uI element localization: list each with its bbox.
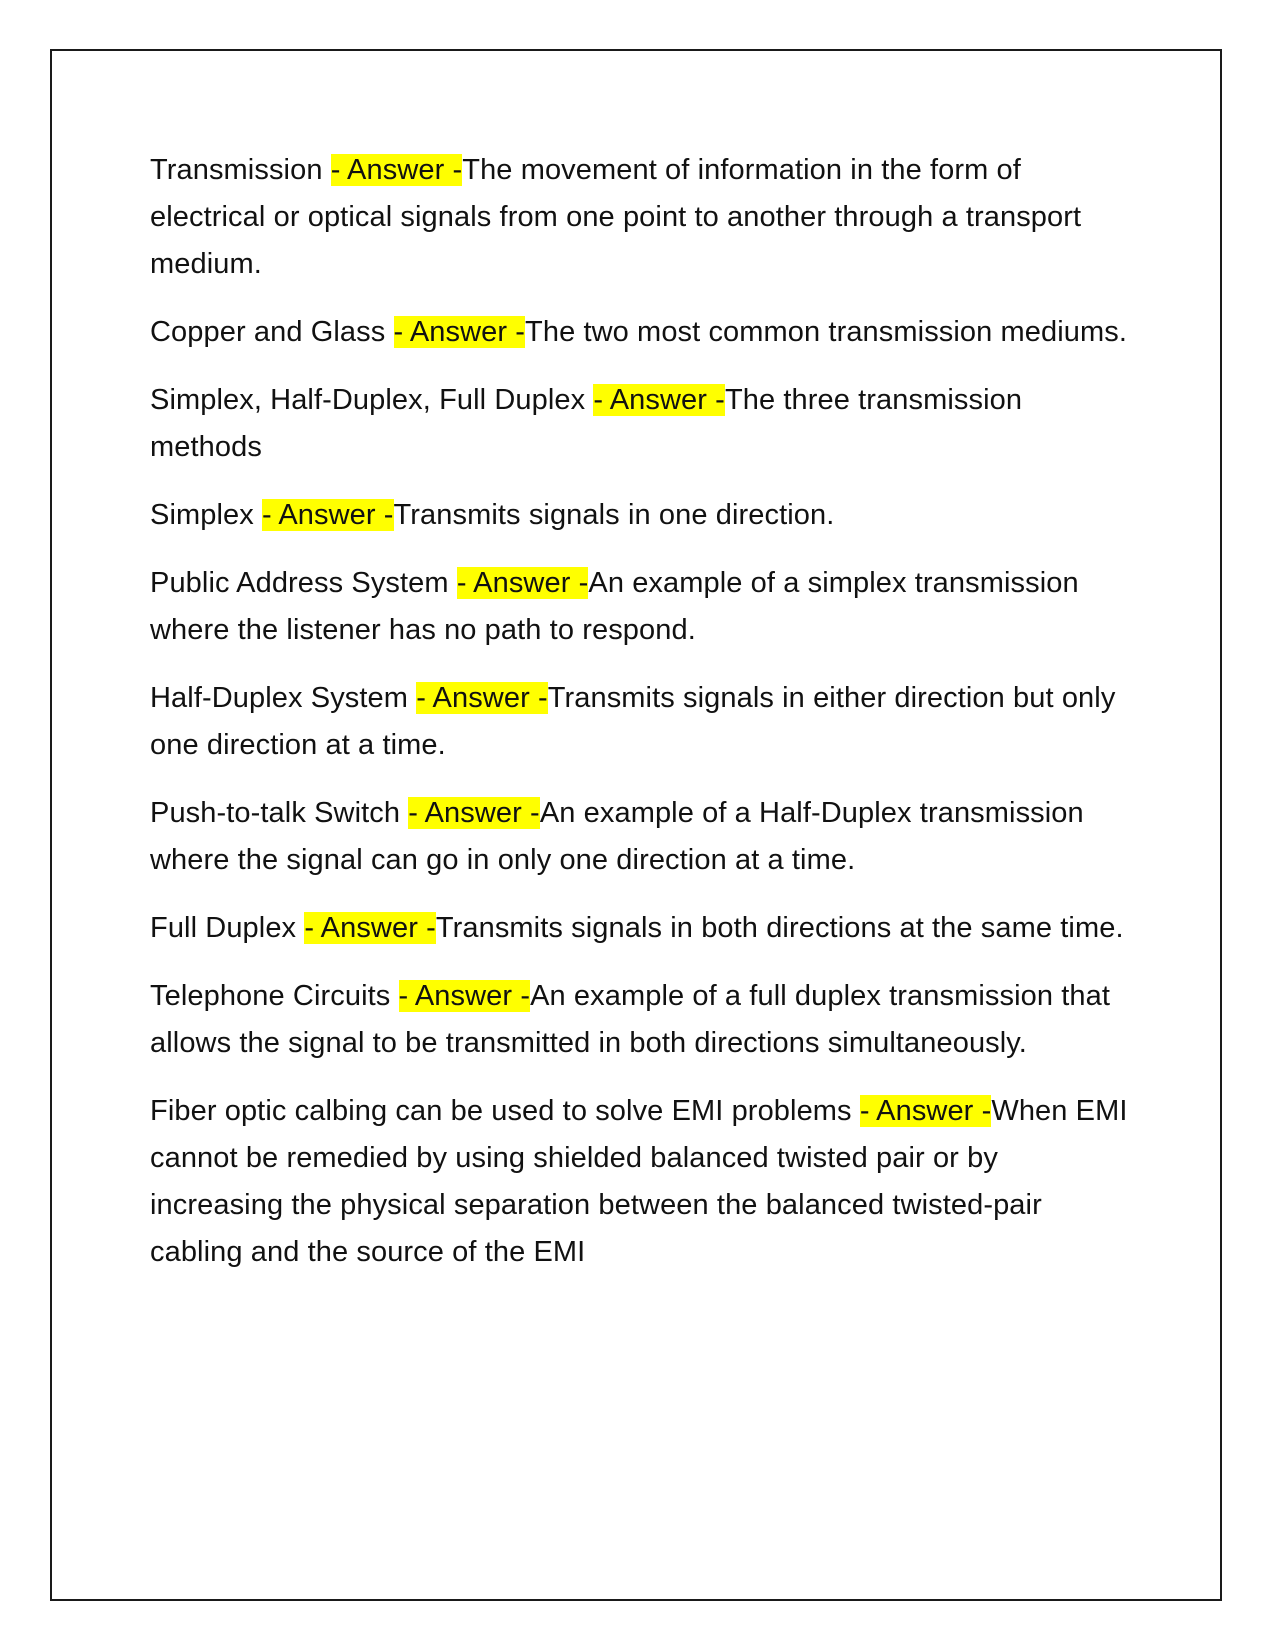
qa-term: Full Duplex <box>150 912 297 944</box>
qa-item-fiber-optic-emi <box>150 1088 1130 1276</box>
qa-answer: An example of a Half-Duplex transmission where the signal can go in only one direction at a time. <box>150 797 1084 876</box>
qa-item-transmission-methods <box>150 377 1130 471</box>
qa-answer: An example of a simplex transmission where the listener has no path to respond. <box>150 567 1079 646</box>
qa-item-full-duplex <box>150 905 1130 952</box>
answer-separator: - Answer - <box>393 316 526 348</box>
qa-item-telephone-circuits <box>150 973 1130 1067</box>
qa-answer: The movement of information in the form of electrical or optical signals from one point to another through a transport medium. <box>150 154 1082 280</box>
qa-term: Fiber optic calbing can be used to solve EMI problems <box>150 1095 852 1127</box>
qa-term: Copper and Glass <box>150 316 386 348</box>
answer-separator: - Answer - <box>398 980 531 1012</box>
answer-separator: - Answer - <box>304 912 436 944</box>
qa-answer: Transmits signals in either direction but only one direction at a time. <box>150 682 1116 761</box>
flashcard-list <box>150 147 1130 1297</box>
qa-item-copper-and-glass <box>150 309 1130 356</box>
qa-item-half-duplex-system <box>150 675 1130 769</box>
answer-separator: - Answer - <box>456 567 589 599</box>
qa-term: Telephone Circuits <box>150 980 391 1012</box>
answer-separator: - Answer - <box>859 1095 992 1127</box>
qa-term: Simplex <box>150 499 254 531</box>
answer-separator: - Answer - <box>330 154 463 186</box>
qa-term: Half-Duplex System <box>150 682 409 714</box>
qa-answer: Transmits signals in one direction. <box>393 499 835 531</box>
qa-term: Transmission <box>150 154 323 186</box>
qa-term: Simplex, Half-Duplex, Full Duplex <box>150 384 586 416</box>
qa-item-public-address-system <box>150 560 1130 654</box>
qa-item-push-to-talk-switch <box>150 790 1130 884</box>
answer-separator: - Answer - <box>416 682 548 714</box>
qa-item-simplex <box>150 492 1130 539</box>
qa-answer: Transmits signals in both directions at the same time. <box>435 912 1124 944</box>
qa-answer: When EMI cannot be remedied by using shielded balanced twisted pair or by increasing the physical separation between the balanced twisted-pair cabling and the source of the EMI <box>150 1095 1128 1268</box>
answer-separator: - Answer - <box>408 797 540 829</box>
answer-separator: - Answer - <box>593 384 725 416</box>
answer-separator: - Answer - <box>262 499 394 531</box>
qa-answer: The three transmission methods <box>150 384 1023 463</box>
qa-item-transmission <box>150 147 1130 288</box>
qa-answer: An example of a full duplex transmission that allows the signal to be transmitted in both directions simultaneously. <box>150 980 1111 1059</box>
qa-term: Push-to-talk Switch <box>150 797 401 829</box>
qa-term: Public Address System <box>150 567 449 599</box>
qa-answer: The two most common transmission mediums. <box>525 316 1128 348</box>
